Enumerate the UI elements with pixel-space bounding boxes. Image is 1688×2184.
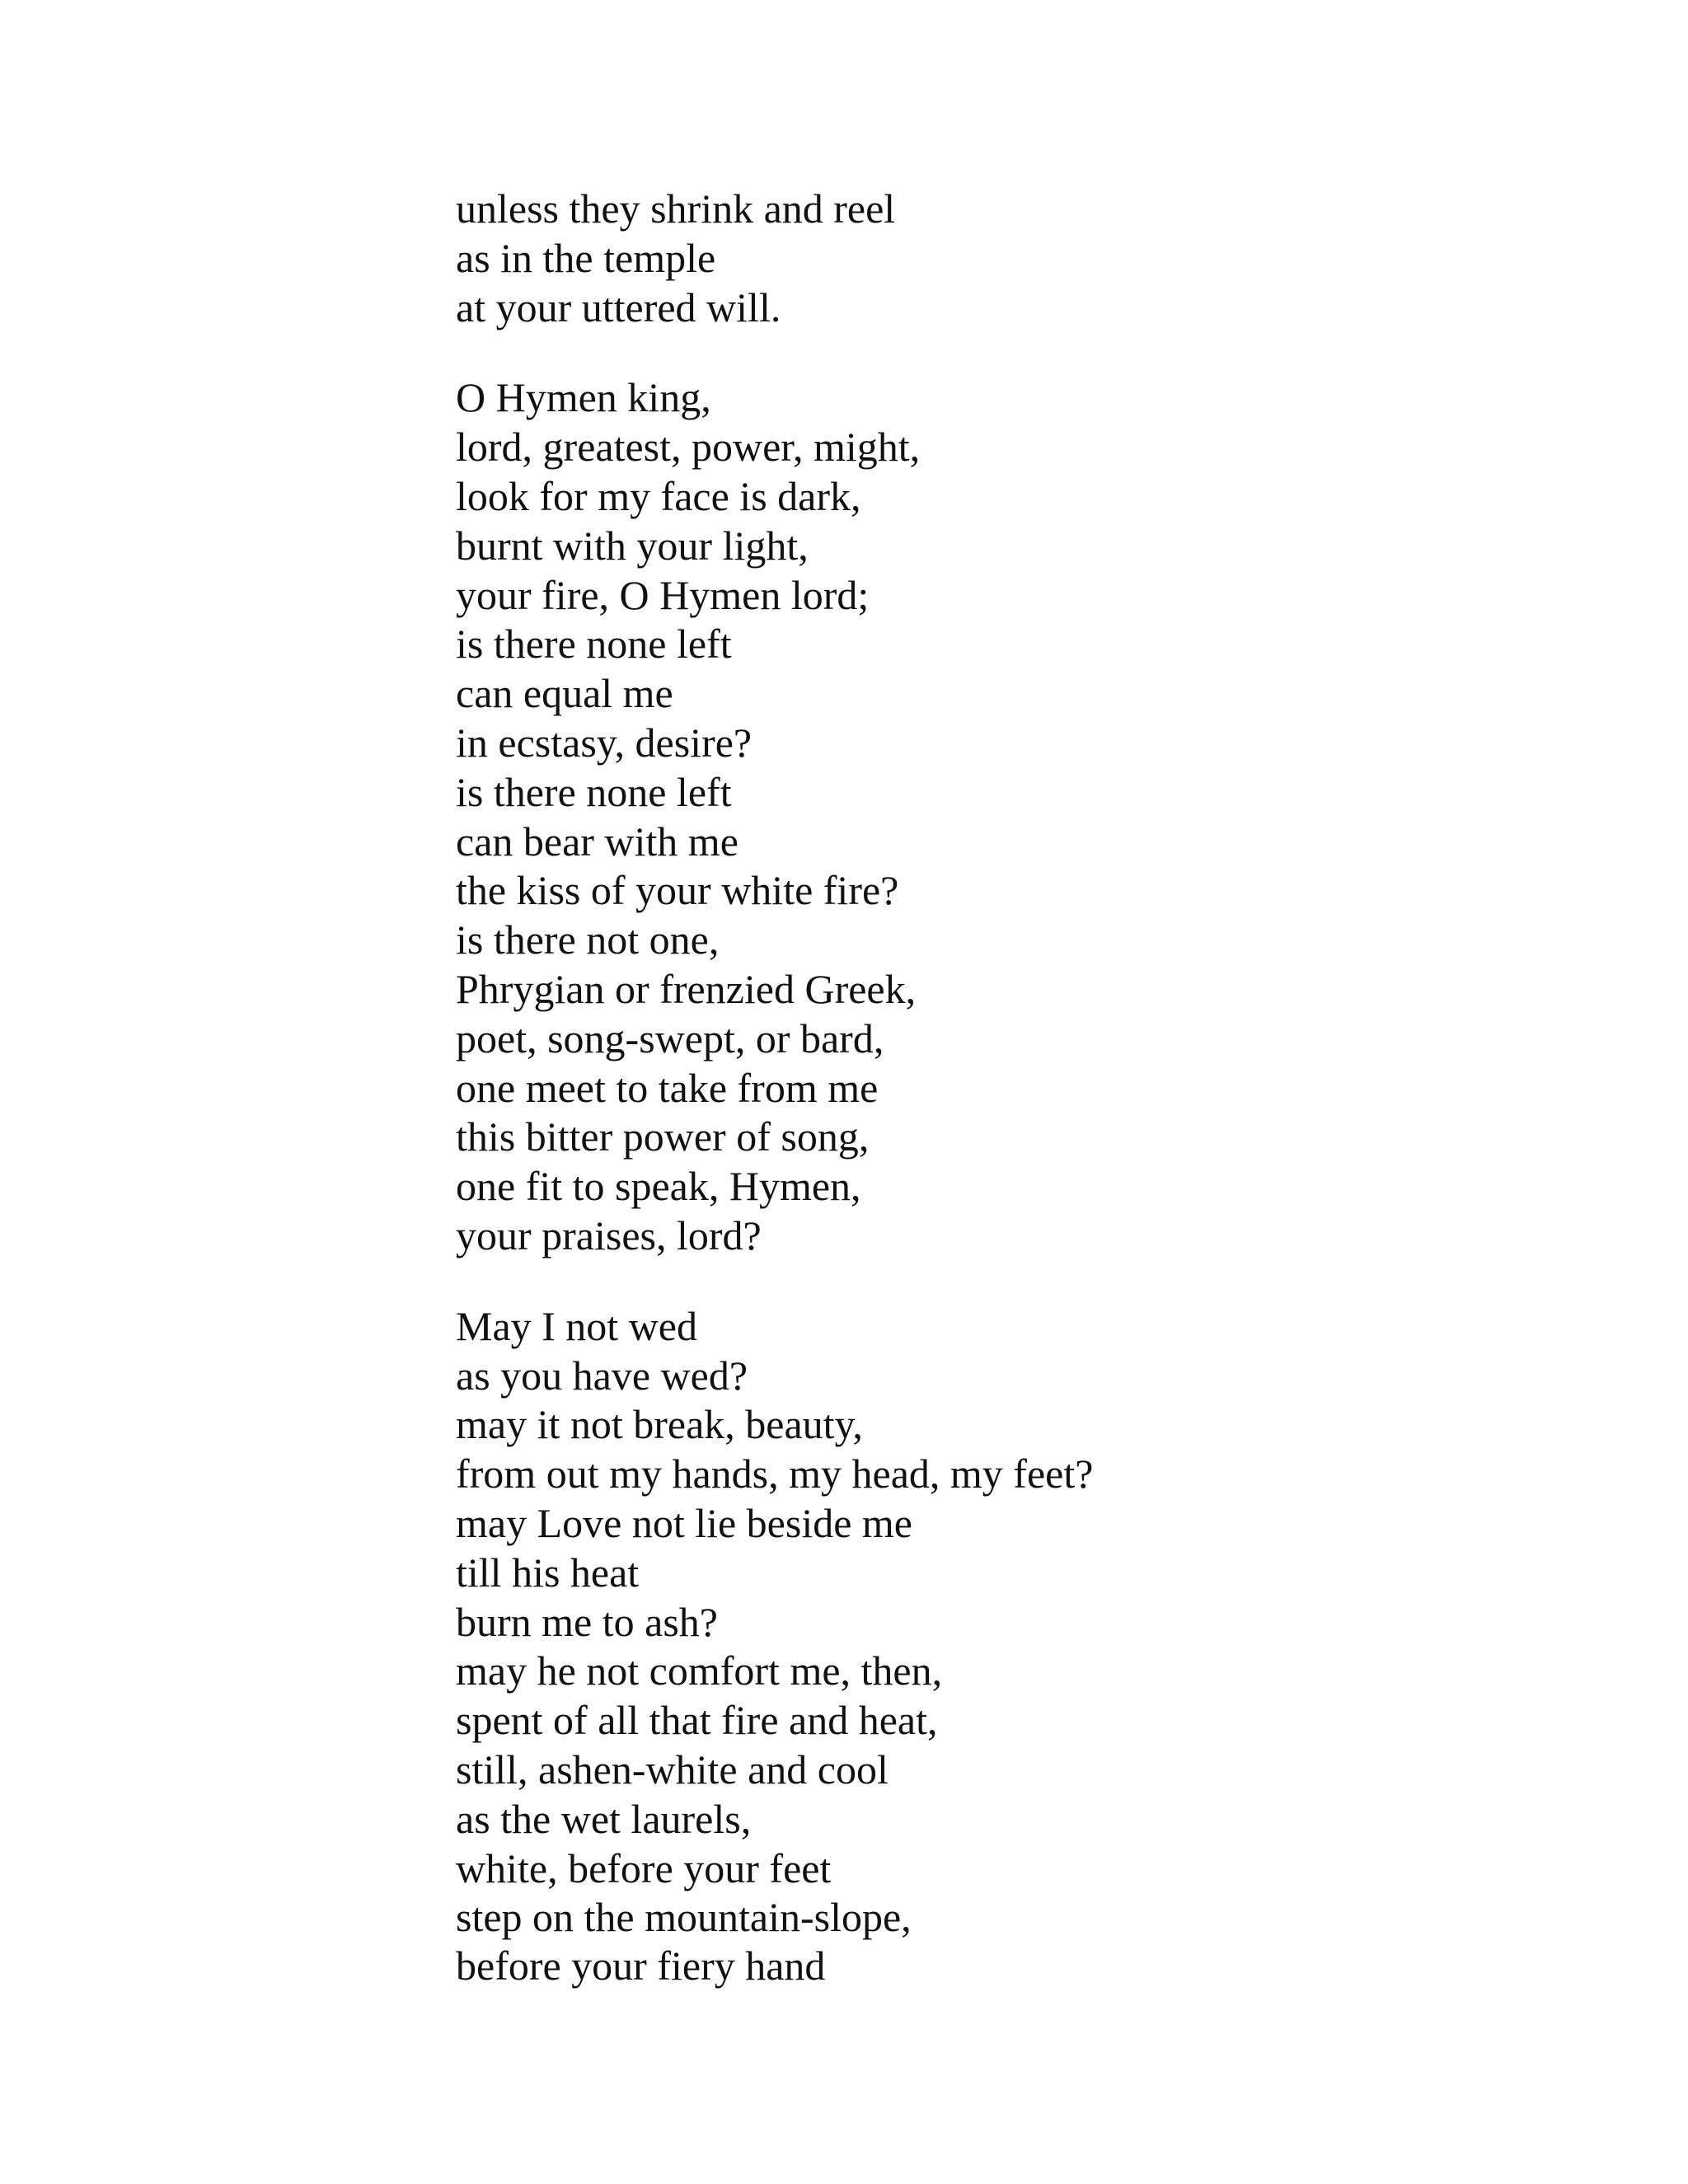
poem-line: can bear with me [456, 818, 738, 865]
poem-body [456, 185, 1362, 1943]
poem-line: unless they shrink and reel [456, 185, 896, 232]
poem-line: your praises, lord? [456, 1212, 762, 1258]
poem-line: Phrygian or frenzied Greek, [456, 965, 917, 1012]
poem-line: still, ashen-white and cool [456, 1746, 889, 1793]
poem-line: lord, greatest, power, might, [456, 424, 921, 471]
poem-line: white, before your feet [456, 1844, 832, 1891]
poem-line: this bitter power of song, [456, 1113, 870, 1160]
poem-line: is there none left [456, 768, 732, 815]
poem-line: as the wet laurels, [456, 1795, 752, 1842]
poem-line: at your uttered will. [456, 284, 781, 330]
poem-line: may he not comfort me, then, [456, 1647, 943, 1694]
poem-line: O Hymen king, [456, 374, 711, 421]
poem-line: from out my hands, my head, my feet? [456, 1451, 1094, 1497]
poem-line: is there none left [456, 621, 732, 668]
poem-line: your fire, O Hymen lord; [456, 571, 870, 618]
poem-line: poet, song-swept, or bard, [456, 1015, 884, 1062]
poem-line: as you have wed? [456, 1352, 748, 1399]
poem-line: the kiss of your white fire? [456, 867, 899, 914]
poem-line: may it not break, beauty, [456, 1401, 863, 1448]
poem-line: can equal me [456, 670, 673, 717]
cut-off-line-region [456, 1943, 1362, 1989]
poem-line: may Love not lie beside me [456, 1499, 913, 1546]
poem-line: is there not one, [456, 916, 720, 963]
poem-line: burnt with your light, [456, 522, 809, 569]
stanza-3 [456, 1302, 1362, 1943]
cut-off-poem-line: before your fiery hand [456, 1943, 826, 1989]
poem-line: as in the temple [456, 234, 716, 281]
poem-line: burn me to ash? [456, 1598, 718, 1645]
poem-line: one fit to speak, Hymen, [456, 1163, 861, 1210]
stanza-1 [456, 185, 1362, 332]
stanza-2 [456, 373, 1362, 1260]
poem-line: one meet to take from me [456, 1064, 879, 1111]
poem-line: in ecstasy, desire? [456, 719, 753, 766]
poem-line: step on the mountain-slope, [456, 1894, 912, 1941]
poem-line: May I not wed [456, 1302, 697, 1349]
poem-line: till his heat [456, 1549, 640, 1596]
poem-line: spent of all that fire and heat, [456, 1697, 938, 1744]
poem-line: look for my face is dark, [456, 472, 861, 519]
